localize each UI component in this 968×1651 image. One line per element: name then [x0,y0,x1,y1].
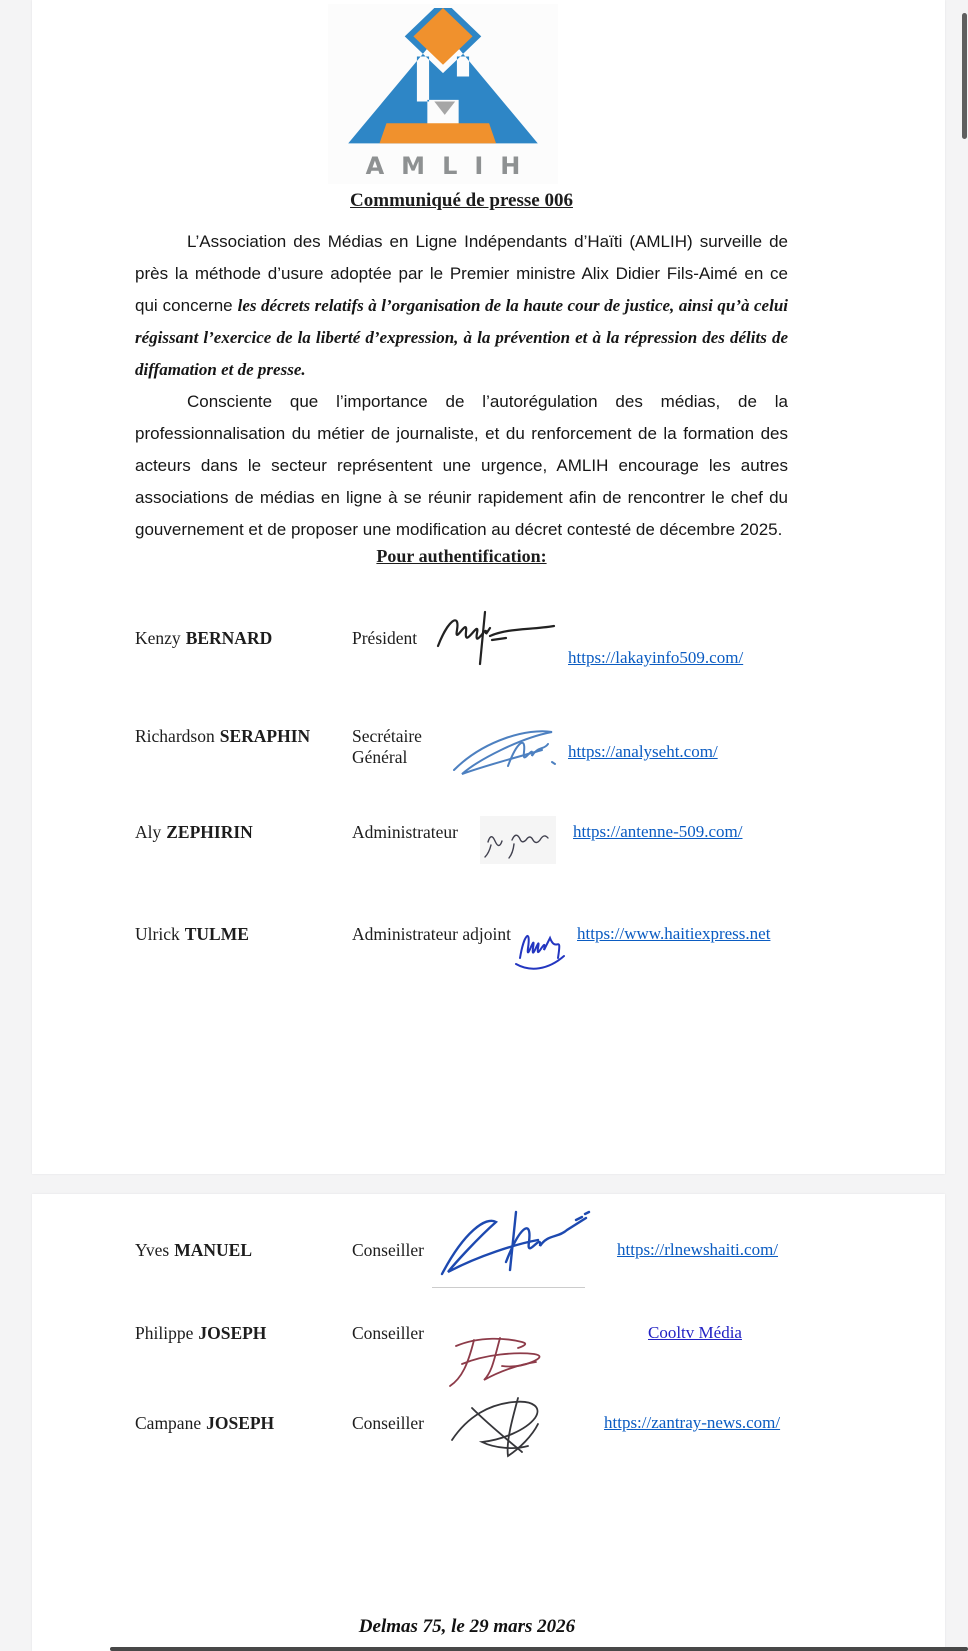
signer-title: Conseiller [352,1240,424,1260]
signature-campane-joseph [438,1390,570,1466]
signer-last-name: JOSEPH [206,1413,275,1433]
signer-title: Président [352,628,418,648]
link-antenne-509[interactable]: https://antenne-509.com/ [573,822,743,841]
signer-first-name: Yves [135,1240,170,1260]
signer-last-name: ZEPHIRIN [166,822,253,842]
signer-name [135,726,310,747]
signer-first-name: Philippe [135,1323,194,1343]
signature-richardson-seraphin [450,722,562,788]
signer-title: Secrétaire Général [352,726,422,767]
page-2 [32,1194,945,1651]
signature-aly-zephirin [480,816,556,864]
signer-name [135,822,253,843]
amlih-logo-icon [343,8,543,150]
signer-name [135,1413,274,1434]
signer-name [135,924,249,945]
paragraph-1-emphasis-text: les décrets relatifs à l’organisation de la haute cour de justice, ainsi qu’à celui régissant l’exercice de la liberté d’expression, à la prévention et à la répression des délits de diffamation et de presse. [135,296,788,379]
signer-last-name: SERAPHIN [219,726,311,746]
link-cooltv-media[interactable]: Cooltv Média [648,1323,742,1342]
dateline: Delmas 75, le 29 mars 2026 [358,1616,576,1637]
signer-first-name: Ulrick [135,924,180,944]
signer-first-name: Campane [135,1413,202,1433]
horizontal-scrollbar-thumb[interactable] [110,1647,968,1651]
signature-underline [432,1287,585,1288]
signature-kenzy-bernard [430,606,562,670]
link-haitiexpress[interactable]: https://www.haitiexpress.net [577,924,771,943]
signer-last-name: TULME [184,924,249,944]
paragraph-2: Consciente que l’importance de l’autorégulation des médias, de la professionnalisation du métier de journaliste, et du renforcement de la formation des acteurs dans le secteur représentent une urgence, AMLIH encourage les autres associations de médias en ligne à se réunir rapidement afin de rencontrer le chef du gouvernement et de proposer une modification au décret contesté de décembre 2025. [135,392,788,539]
signer-first-name: Aly [135,822,162,842]
signer-last-name: MANUEL [174,1240,252,1260]
signer-title: Administrateur adjoint [352,924,511,944]
signer-first-name: Richardson [135,726,215,746]
signature-yves-manuel [430,1204,592,1290]
amlih-logo [328,4,558,184]
signature-ulrick-tulme [514,918,568,970]
link-lakayinfo509[interactable]: https://lakayinfo509.com/ [568,648,744,667]
signer-last-name: BERNARD [185,628,273,648]
signer-name [135,1240,252,1261]
vertical-scrollbar-thumb[interactable] [962,13,967,139]
paragraph-1-normal-text: L’Association des Médias en Ligne Indépendants d’Haïti (AMLIH) surveille de près la méthode d’usure adoptée par le Premier ministre Alix Didier Fils-Aimé en ce qui concerne [135,232,788,315]
signer-title: Conseiller [352,1323,424,1343]
link-rlnewshaiti[interactable]: https://rlnewshaiti.com/ [617,1240,779,1259]
signer-name [135,1323,266,1344]
signer-first-name: Kenzy [135,628,181,648]
signer-title: Administrateur [352,822,458,842]
signer-name [135,628,272,649]
document-title: Communiqué de presse 006 [350,190,573,211]
signer-last-name: JOSEPH [198,1323,267,1343]
amlih-logo-text: AMLIH [365,152,538,180]
signature-philippe-joseph [438,1320,576,1390]
link-zantray-news[interactable]: https://zantray-news.com/ [604,1413,781,1432]
paragraph-1 [135,226,788,386]
authentication-heading: Pour authentification: [376,546,547,566]
page-1 [32,0,945,1174]
signer-title: Conseiller [352,1413,424,1433]
link-analyseht[interactable]: https://analyseht.com/ [568,742,718,761]
